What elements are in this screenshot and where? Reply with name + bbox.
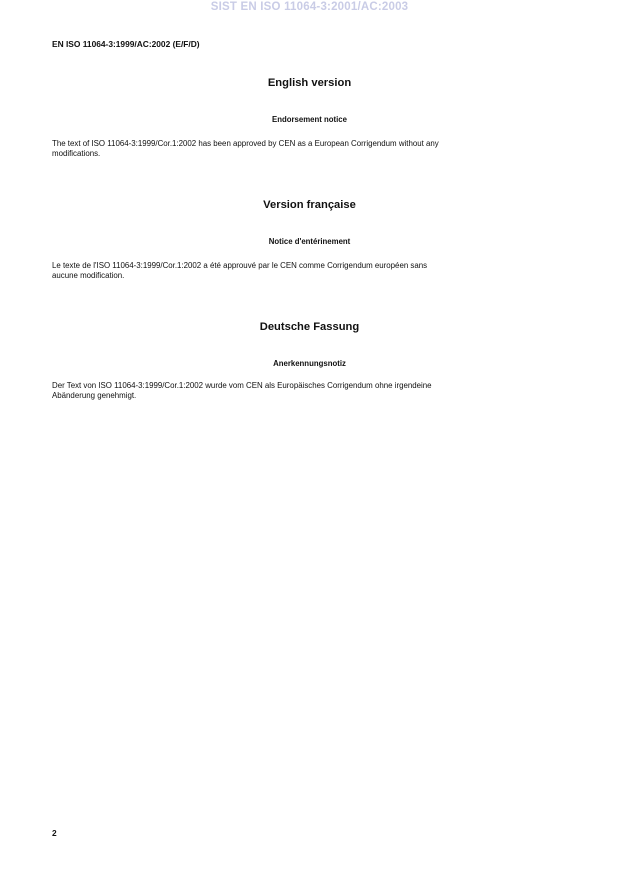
- body-line: modifications.: [52, 148, 101, 158]
- section-title-french: Version française: [263, 199, 356, 211]
- section-title-german: Deutsche Fassung: [259, 321, 360, 333]
- body-line: Le texte de l'ISO 11064-3:1999/Cor.1:2002 a été approuvé par le CEN comme Corrigendum européen sans: [52, 261, 428, 270]
- body-line: aucune modification.: [52, 270, 125, 280]
- body-text-english: [52, 139, 572, 159]
- notice-title-french: Notice d'entérinement: [268, 237, 351, 246]
- body-line: Abänderung genehmigt.: [52, 390, 137, 400]
- body-text-german: [52, 381, 572, 401]
- body-line: Der Text von ISO 11064-3:1999/Cor.1:2002 wurde vom CEN als Europäisches Corrigendum ohne irgendeine: [52, 381, 432, 390]
- notice-title-english: Endorsement notice: [272, 115, 347, 124]
- body-line: The text of ISO 11064-3:1999/Cor.1:2002 has been approved by CEN as a European Corrigendum without any: [52, 139, 439, 148]
- watermark: SIST EN ISO 11064-3:2001/AC:2003: [210, 1, 409, 13]
- notice-title-german: Anerkennungsnotiz: [273, 359, 346, 368]
- section-title-english: English version: [267, 77, 352, 89]
- page-number: 2: [52, 828, 57, 838]
- document-reference: EN ISO 11064-3:1999/AC:2002 (E/F/D): [52, 39, 200, 49]
- body-text-french: [52, 261, 572, 281]
